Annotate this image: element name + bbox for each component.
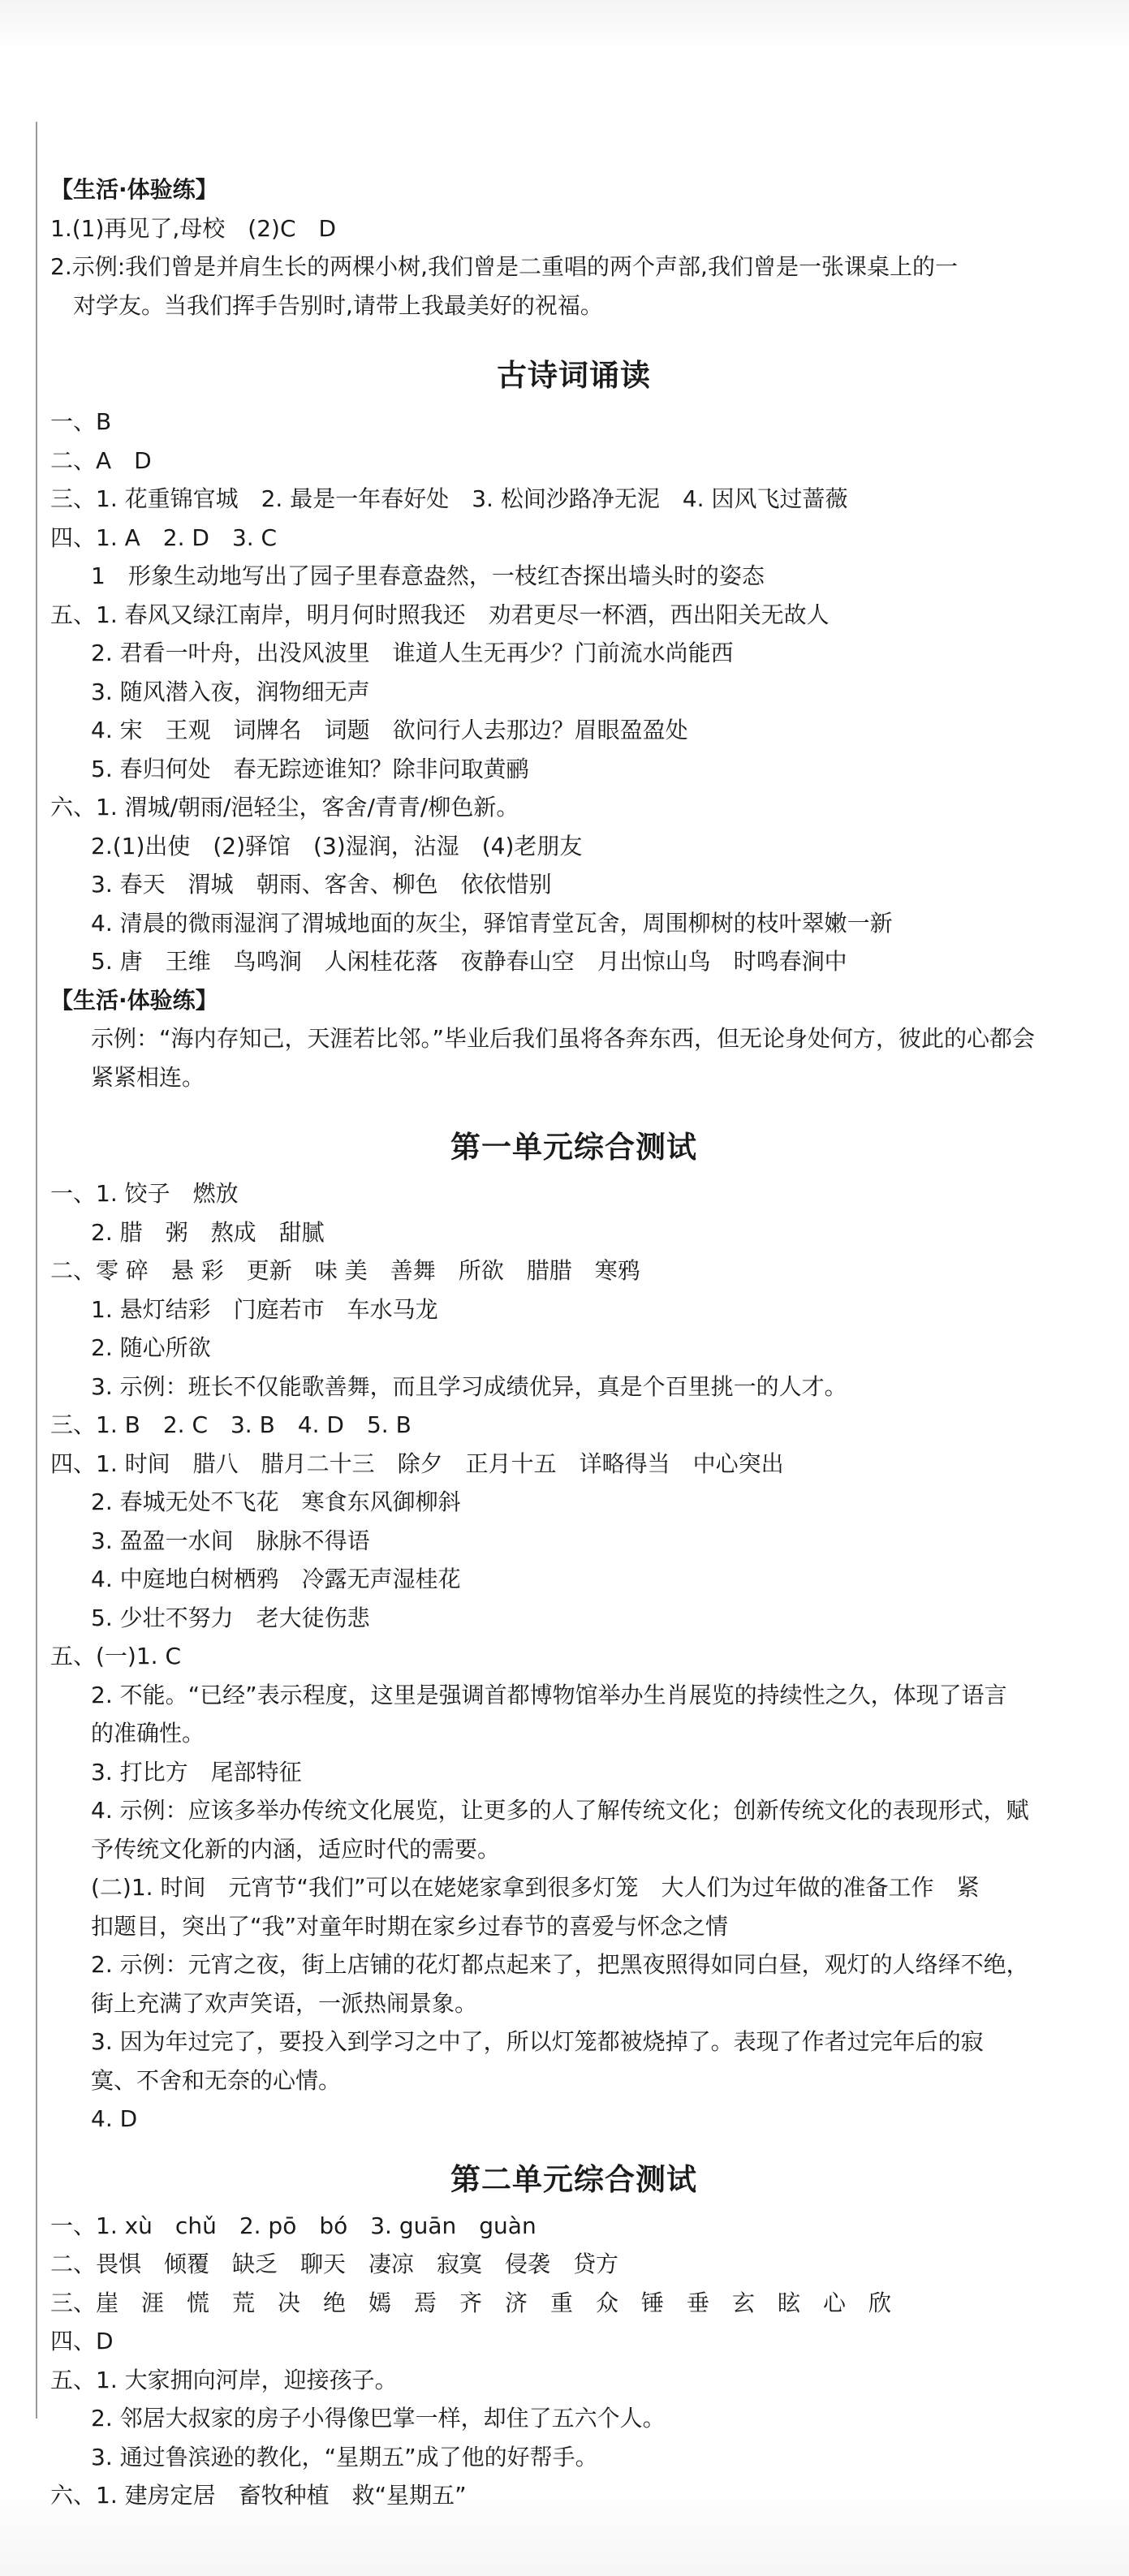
answer-line: 六、1. 渭城/朝雨/浥轻尘，客舍/青青/柳色新。	[50, 794, 519, 821]
answer-line: 4. 示例：应该多举办传统文化展览，让更多的人了解传统文化；创新传统文化的表现形式，赋	[91, 1797, 1029, 1824]
answer-line: 2. 春城无处不飞花 寒食东风御柳斜	[91, 1488, 461, 1515]
answer-line: 3. 春天 渭城 朝雨、客舍、柳色 依依惜别	[91, 871, 552, 898]
answer-line: 三、崖 涯 慌 荒 决 绝 嫣 焉 齐 济 重 众 锤 垂 玄 眩 心 欣	[50, 2289, 892, 2316]
margin-rule	[36, 122, 37, 2419]
answer-line: 1.(1)再见了,母校 (2)C D	[50, 214, 337, 242]
answer-line: 五、1. 大家拥向河岸，迎接孩子。	[50, 2366, 398, 2393]
answer-line: 2. 君看一叶舟，出没风波里 谁道人生无再少？门前流水尚能西	[91, 640, 734, 666]
answer-line: 2. 腊 粥 熬成 甜腻	[91, 1218, 325, 1246]
answer-line: 2. 示例：元宵之夜，街上店铺的花灯都点起来了，把黑夜照得如同白昼，观灯的人络绎不绝，	[91, 1951, 1029, 1978]
answer-line: 2. 不能。“已经”表示程度，这里是强调首都博物馆举办生肖展览的持续性之久，体现了语言	[91, 1681, 1007, 1708]
answer-line: 三、1. 花重锦官城 2. 最是一年春好处 3. 松间沙路净无泥 4. 因风飞过蔷薇	[50, 485, 848, 512]
answer-line: 紧紧相连。	[91, 1063, 205, 1091]
answer-line: 二、零 碎 悬 彩 更新 味 美 善舞 所欲 腊腊 寒鸦	[50, 1257, 640, 1284]
answer-line: 【生活·体验练】	[50, 986, 218, 1014]
answer-line: 1. 悬灯结彩 门庭若市 车水马龙	[91, 1295, 438, 1323]
answer-line: 3. 因为年过完了，要投入到学习之中了，所以灯笼都被烧掉了。表现了作者过完年后的寂	[91, 2028, 984, 2055]
answer-line: 1 形象生动地写出了园子里春意盎然，一枝红杏探出墙头时的姿态	[91, 562, 765, 589]
answer-line: 一、1. xù chǔ 2. pō bó 3. guān guàn	[50, 2212, 536, 2239]
answer-line: (二)1. 时间 元宵节“我们”可以在姥姥家拿到很多灯笼 大人们为过年做的准备工作 紧	[91, 1874, 980, 1901]
section-title: 第二单元综合测试	[450, 2161, 697, 2197]
answer-line: 街上充满了欢声笑语，一派热闹景象。	[91, 1989, 478, 2017]
answer-line: 2. 邻居大叔家的房子小得像巴掌一样，却住了五六个人。	[91, 2405, 666, 2432]
answer-line: 六、1. 建房定居 畜牧种植 救“星期五”	[50, 2482, 467, 2509]
answer-line: 的准确性。	[91, 1720, 205, 1747]
answer-line: 寞、不舍和无奈的心情。	[91, 2066, 342, 2094]
answer-line: 3. 随风潜入夜，润物细无声	[91, 678, 370, 705]
answer-line: 4. 清晨的微雨湿润了渭城地面的灰尘，驿馆青堂瓦舍，周围柳树的枝叶翠嫩一新	[91, 909, 893, 937]
answer-line: 2.示例:我们曾是并肩生长的两棵小树,我们曾是二重唱的两个声部,我们曾是一张课桌上的一	[50, 253, 958, 280]
answer-line: 3. 打比方 尾部特征	[91, 1758, 302, 1786]
answer-line: 予传统文化新的内涵，适应时代的需要。	[91, 1835, 501, 1863]
answer-line: 3. 示例：班长不仅能歌善舞，而且学习成绩优异，真是个百里挑一的人才。	[91, 1372, 847, 1400]
answer-line: 一、B	[50, 408, 112, 435]
answer-line: 四、1. A 2. D 3. C	[50, 523, 278, 551]
section-title: 第一单元综合测试	[450, 1130, 697, 1165]
answer-line: 2.(1)出使 (2)驿馆 (3)湿润，沾湿 (4)老朋友	[91, 832, 583, 859]
answer-line: 四、1. 时间 腊八 腊月二十三 除夕 正月十五 详略得当 中心突出	[50, 1450, 784, 1477]
answer-content	[50, 170, 1097, 2515]
answer-line: 五、(一)1. C	[50, 1643, 182, 1669]
answer-line: 4. 中庭地白树栖鸦 冷露无声湿桂花	[91, 1566, 461, 1592]
answer-line: 3. 盈盈一水间 脉脉不得语	[91, 1527, 370, 1554]
answer-line: 3. 通过鲁滨逊的教化，“星期五”成了他的好帮手。	[91, 2443, 598, 2470]
answer-line: 二、A D	[50, 446, 152, 474]
answer-line: 4. 宋 王观 词牌名 词题 欲问行人去那边？眉眼盈盈处	[91, 717, 688, 743]
answer-line: 4. D	[91, 2105, 138, 2132]
section-title: 古诗词诵读	[497, 358, 651, 393]
answer-line: 二、畏惧 倾覆 缺乏 聊天 凄凉 寂寞 侵袭 贷方	[50, 2251, 619, 2277]
answer-line: 5. 少壮不努力 老大徒伤悲	[91, 1604, 370, 1631]
answer-line: 示例：“海内存知己，天涯若比邻。”毕业后我们虽将各奔东西，但无论身处何方，彼此的心都会	[91, 1025, 1036, 1052]
answer-line: 2. 随心所欲	[91, 1334, 211, 1361]
answer-line: 四、D	[50, 2328, 114, 2354]
answer-line: 扣题目，突出了“我”对童年时期在家乡过春节的喜爱与怀念之情	[91, 1912, 729, 1940]
answer-line: 三、1. B 2. C 3. B 4. D 5. B	[50, 1411, 412, 1438]
answer-line: 5. 春归何处 春无踪迹谁知？除非问取黄鹂	[91, 755, 529, 782]
answer-line: 五、1. 春风又绿江南岸，明月何时照我还 劝君更尽一杯酒，西出阳关无故人	[50, 601, 830, 628]
answer-line: 对学友。当我们挥手告别时,请带上我最美好的祝福。	[50, 291, 603, 319]
answer-line: 5. 唐 王维 鸟鸣涧 人闲桂花落 夜静春山空 月出惊山鸟 时鸣春涧中	[91, 948, 847, 975]
answer-line: 一、1. 饺子 燃放	[50, 1180, 239, 1207]
answer-line: 【生活·体验练】	[50, 176, 218, 203]
